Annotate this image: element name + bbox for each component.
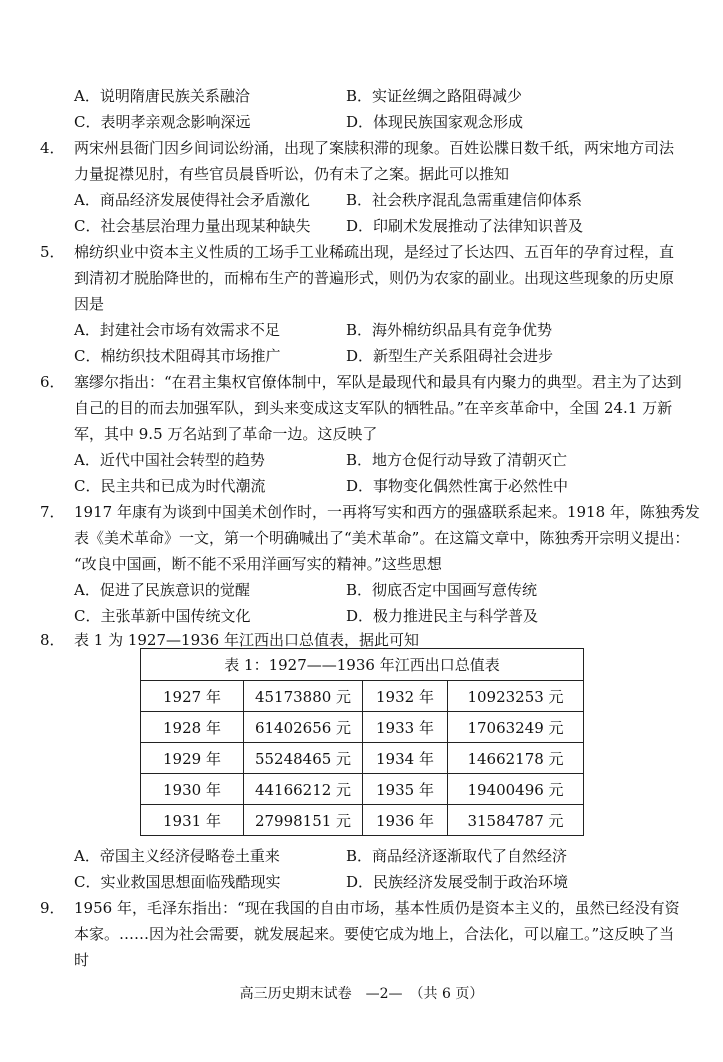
table-cell: 27998151 元 (244, 805, 363, 836)
q6-stem-line-1: 塞缪尔指出：“在君主集权官僚体制中，军队是最现代和最具有内聚力的典型。君主为了达到 (74, 373, 682, 391)
q9-stem-line-1: 1956 年，毛泽东指出：“现在我国的自由市场，基本性质仍是资本主义的，虽然已经没有资 (74, 899, 680, 917)
q5-stem-line-2: 到清初才脱胎降世的，而棉布生产的普遍形式，则仍为农家的副业。出现这些现象的历史原 (74, 269, 675, 287)
q8-number: 8． (40, 631, 65, 649)
q4-option-c: C．社会基层治理力量出现某种缺失 (74, 217, 311, 235)
q5-option-d: D．新型生产关系阻碍社会进步 (346, 347, 554, 365)
table-row (141, 712, 584, 743)
q6-number: 6． (40, 373, 65, 391)
q6-stem-line-3: 军，其中 9.5 万名站到了革命一边。这反映了 (74, 425, 378, 443)
q7-option-c: C．主张革新中国传统文化 (74, 607, 251, 625)
page-footer: 高三历史期末试卷 —2— （共 6 页） (239, 986, 484, 1002)
table-caption-row (141, 649, 584, 681)
q7-stem-line-3: “改良中国画，断不能不采用洋画写实的精神。”这些思想 (74, 555, 442, 573)
q7-option-b: B．彻底否定中国画写意传统 (346, 581, 538, 599)
table-cell: 1936 年 (363, 805, 448, 836)
q7-stem-line-1: 1917 年康有为谈到中国美术创作时，一再将写实和西方的强盛联系起来。1918 年，陈独秀发 (74, 503, 700, 521)
q8-option-a: A．帝国主义经济侵略卷土重来 (74, 847, 280, 865)
q9-stem-line-3: 时 (74, 951, 90, 969)
q6-option-a: A．近代中国社会转型的趋势 (74, 451, 265, 469)
q4-option-a: A．商品经济发展使得社会矛盾激化 (74, 191, 310, 209)
q8-option-b: B．商品经济逐渐取代了自然经济 (346, 847, 568, 865)
q5-option-b: B．海外棉纺织品具有竞争优势 (346, 321, 553, 339)
table-cell: 10923253 元 (448, 681, 584, 712)
table-cell: 14662178 元 (448, 743, 584, 774)
table-cell: 1927 年 (141, 681, 244, 712)
q5-number: 5． (40, 243, 65, 261)
table-cell: 1930 年 (141, 774, 244, 805)
q3-option-a: A．说明隋唐民族关系融洽 (74, 87, 250, 105)
q4-option-b: B．社会秩序混乱急需重建信仰体系 (346, 191, 583, 209)
q3-option-b: B．实证丝绸之路阻碍减少 (346, 87, 523, 105)
q9-stem-line-2: 本家。……因为社会需要，就发展起来。要使它成为地上，合法化，可以雇工。”这反映了当 (74, 925, 675, 943)
table-cell: 45173880 元 (244, 681, 363, 712)
table-cell: 61402656 元 (244, 712, 363, 743)
q4-option-d: D．印刷术发展推动了法律知识普及 (346, 217, 584, 235)
table-row (141, 681, 584, 712)
q7-number: 7． (40, 503, 65, 521)
export-value-table (140, 648, 584, 836)
q7-option-d: D．极力推进民主与科学普及 (346, 607, 539, 625)
q6-stem-line-2: 自己的目的而去加强军队，到头来变成这支军队的牺牲品。”在辛亥革命中，全国 24.1 万新 (74, 399, 673, 417)
q3-option-d: D．体现民族国家观念形成 (346, 113, 524, 131)
table-cell: 1929 年 (141, 743, 244, 774)
table-row (141, 805, 584, 836)
q7-stem-line-2: 表《美术革命》一文，第一个明确喊出了“美术革命”。在这篇文章中，陈独秀开宗明义提出： (74, 529, 690, 547)
table-row (141, 774, 584, 805)
table-cell: 1934 年 (363, 743, 448, 774)
q7-option-a: A．促进了民族意识的觉醒 (74, 581, 250, 599)
table-cell: 19400496 元 (448, 774, 584, 805)
q4-stem-line-2: 力量捉襟见肘，有些官员晨昏听讼，仍有未了之案。据此可以推知 (74, 165, 510, 183)
table-cell: 44166212 元 (244, 774, 363, 805)
table-caption: 表 1：1927——1936 年江西出口总值表 (141, 649, 584, 681)
q6-option-c: C．民主共和已成为时代潮流 (74, 477, 266, 495)
q3-option-c: C．表明孝亲观念影响深远 (74, 113, 251, 131)
q8-option-c: C．实业救国思想面临残酷现实 (74, 873, 281, 891)
q6-option-b: B．地方仓促行动导致了清朝灭亡 (346, 451, 568, 469)
table-cell: 1931 年 (141, 805, 244, 836)
table-cell: 55248465 元 (244, 743, 363, 774)
table-cell: 1928 年 (141, 712, 244, 743)
q6-option-d: D．事物变化偶然性寓于必然性中 (346, 477, 569, 495)
table-cell: 1935 年 (363, 774, 448, 805)
q5-stem-line-1: 棉纺织业中资本主义性质的工场手工业稀疏出现，是经过了长达四、五百年的孕育过程，直 (74, 243, 675, 261)
q9-number: 9． (40, 899, 65, 917)
q8-option-d: D．民族经济发展受制于政治环境 (346, 873, 569, 891)
table-cell: 1933 年 (363, 712, 448, 743)
table-cell: 17063249 元 (448, 712, 584, 743)
q8-stem-line-1: 表 1 为 1927—1936 年江西出口总值表，据此可知 (74, 631, 419, 649)
table-cell: 31584787 元 (448, 805, 584, 836)
q4-number: 4． (40, 139, 65, 157)
q5-option-a: A．封建社会市场有效需求不足 (74, 321, 280, 339)
table-cell: 1932 年 (363, 681, 448, 712)
table-row (141, 743, 584, 774)
q4-stem-line-1: 两宋州县衙门因乡间词讼纷涌，出现了案牍积滞的现象。百姓讼牒日数千纸，两宋地方司法 (74, 139, 675, 157)
q5-stem-line-3: 因是 (74, 295, 105, 313)
q5-option-c: C．棉纺织技术阻碍其市场推广 (74, 347, 281, 365)
